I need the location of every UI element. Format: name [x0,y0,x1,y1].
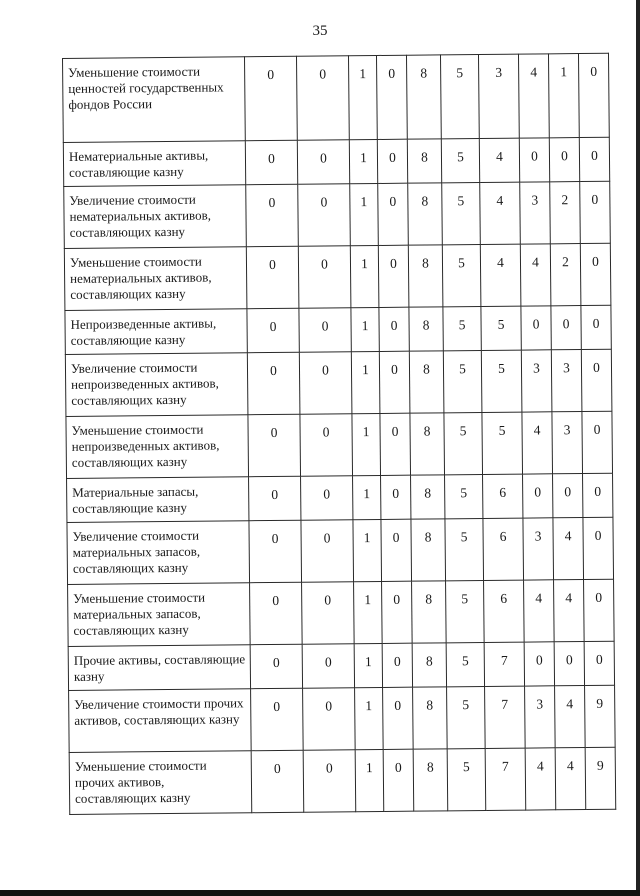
code-digit: 1 [350,245,379,307]
code-digit: 0 [303,688,356,750]
code-digit: 0 [382,643,412,687]
code-digit: 0 [381,519,412,581]
table-row [69,685,616,752]
code-digit: 0 [554,642,584,686]
code-digit: 0 [301,520,354,582]
code-digit: 0 [251,750,304,812]
code-digit: 0 [299,308,351,352]
table-row [64,181,611,248]
table-row [69,747,616,814]
code-digit: 3 [525,686,556,748]
row-label: Уменьшение стоимости нематериальных активов, составляющих казну [64,247,247,311]
code-digit: 8 [408,245,443,307]
code-digit: 1 [548,54,579,138]
code-digit: 8 [409,351,444,413]
code-digit: 0 [300,414,353,476]
code-digit: 0 [298,246,351,308]
code-digit: 3 [551,350,582,412]
code-digit: 0 [521,306,551,350]
code-digit: 0 [583,517,614,579]
code-digit: 0 [580,243,611,305]
code-digit: 2 [550,244,581,306]
code-digit: 5 [442,182,481,244]
code-digit: 0 [249,476,301,520]
code-digit: 0 [247,352,300,414]
code-digit: 8 [408,183,443,245]
code-digit: 8 [412,581,447,643]
code-digit: 4 [522,412,553,474]
code-digit: 9 [585,685,616,747]
code-digit: 0 [383,749,414,811]
table-row [67,517,614,584]
code-digit: 1 [353,519,382,581]
row-label: Увеличение стоимости прочих активов, составляющих казну [69,689,252,753]
code-digit: 0 [379,307,409,351]
code-digit: 4 [480,182,521,244]
code-digit: 5 [442,244,481,306]
code-digit: 9 [585,747,616,809]
code-digit: 8 [412,643,446,687]
code-digit: 7 [484,642,524,686]
row-label: Непроизведенные активы, составляющие казну [65,309,247,355]
code-digit: 5 [446,642,484,686]
row-label: Прочие активы, составляющие казну [68,645,250,691]
code-digit: 1 [351,351,380,413]
code-digit: 0 [248,414,301,476]
code-digit: 0 [581,305,611,349]
code-digit: 1 [354,581,383,643]
code-digit: 0 [383,687,414,749]
row-label: Уменьшение стоимости непроизведенных активов, составляющих казну [66,415,249,479]
code-digit: 0 [303,750,356,812]
code-digit: 0 [382,581,413,643]
code-digit: 0 [298,184,351,246]
code-digit: 6 [484,580,525,642]
code-digit: 0 [578,53,609,137]
code-digit: 0 [381,475,411,519]
code-digit: 5 [446,580,485,642]
code-digit: 5 [447,748,486,810]
table-row [68,641,614,690]
code-digit: 5 [482,412,523,474]
code-digit: 3 [478,54,519,138]
code-digit: 6 [483,518,524,580]
code-digit: 0 [302,582,355,644]
code-digit: 1 [350,183,379,245]
code-digit: 5 [481,350,522,412]
code-digit: 3 [552,412,583,474]
code-digit: 5 [443,306,481,350]
table-row [65,349,612,416]
code-digit: 8 [409,307,443,351]
code-digit: 5 [481,306,521,350]
scan-edge-bottom [0,890,640,896]
code-digit: 0 [244,56,297,140]
table-row [67,473,613,522]
row-label: Увеличение стоимости непроизведенных активов, составляющих казну [65,353,248,417]
code-digit: 0 [377,139,407,183]
code-digit: 7 [485,686,526,748]
code-digit: 0 [251,688,304,750]
code-digit: 0 [250,582,303,644]
code-digit: 0 [551,306,581,350]
code-digit: 0 [580,181,611,243]
code-digit: 4 [518,54,549,138]
code-digit: 1 [353,475,381,519]
table-row [65,305,611,354]
code-digit: 0 [379,351,410,413]
code-digit: 1 [355,687,384,749]
table-row [63,53,610,142]
code-digit: 5 [445,518,484,580]
code-digit: 0 [581,349,612,411]
code-digit: 0 [297,140,349,184]
code-digit: 4 [480,244,521,306]
row-label: Увеличение стоимости нематериальных активов, составляющих казну [64,185,247,249]
code-digit: 3 [523,518,554,580]
code-digit: 1 [349,139,377,183]
page-number: 35 [312,23,328,39]
code-digit: 0 [378,183,409,245]
code-digit: 0 [524,642,554,686]
table-row [63,137,609,186]
code-digit: 4 [553,518,584,580]
code-digit: 2 [550,182,581,244]
code-digit: 0 [549,138,579,182]
code-digit: 0 [249,520,302,582]
code-digit: 0 [553,474,583,518]
code-digit: 5 [443,350,482,412]
code-digit: 4 [555,748,586,810]
code-digit: 0 [246,184,299,246]
code-digit: 4 [554,580,585,642]
code-digit: 5 [444,412,483,474]
table-row [66,411,613,478]
code-digit: 0 [579,137,609,181]
code-digit: 1 [351,307,379,351]
code-digit: 8 [413,749,448,811]
row-label: Уменьшение стоимости ценностей государственных фондов России [63,57,246,143]
row-label: Материальные запасы, составляющие казну [67,477,249,523]
budget-code-table [62,53,616,815]
table-row [64,243,611,310]
code-digit: 8 [411,475,445,519]
code-digit: 0 [582,411,613,473]
code-digit: 8 [407,139,441,183]
row-label: Нематериальные активы, составляющие казну [63,141,245,187]
code-digit: 4 [555,686,586,748]
code-digit: 0 [523,474,553,518]
code-digit: 0 [378,245,409,307]
scan-edge-right [636,0,640,896]
code-digit: 4 [524,580,555,642]
code-digit: 3 [521,350,552,412]
code-digit: 0 [583,473,613,517]
row-label: Увеличение стоимости материальных запасов, составляющих казну [67,521,250,585]
code-digit: 0 [584,579,615,641]
code-digit: 8 [411,519,446,581]
code-digit: 1 [352,413,381,475]
code-digit: 0 [250,644,302,688]
code-digit: 5 [447,686,486,748]
code-digit: 0 [299,352,352,414]
code-digit: 5 [445,474,483,518]
code-digit: 0 [519,138,549,182]
code-digit: 1 [348,55,377,139]
code-digit: 0 [247,308,299,352]
code-digit: 0 [302,644,354,688]
code-digit: 7 [485,748,526,810]
code-digit: 1 [354,643,382,687]
code-digit: 0 [245,140,297,184]
code-digit: 1 [355,749,384,811]
code-digit: 5 [440,55,479,139]
code-digit: 8 [410,413,445,475]
table-row [68,579,615,646]
code-digit: 4 [479,138,519,182]
code-digit: 0 [584,641,614,685]
code-digit: 0 [380,413,411,475]
row-label: Уменьшение стоимости прочих активов, составляющих казну [69,751,252,815]
code-digit: 0 [376,55,407,139]
code-digit: 0 [301,476,353,520]
code-digit: 5 [441,138,479,182]
code-digit: 4 [520,244,551,306]
code-digit: 3 [520,182,551,244]
row-label: Уменьшение стоимости материальных запасов, составляющих казну [68,583,251,647]
code-digit: 0 [246,246,299,308]
code-digit: 0 [296,56,349,140]
code-digit: 8 [406,55,441,139]
code-digit: 6 [483,474,523,518]
code-digit: 4 [525,748,556,810]
code-digit: 8 [413,687,448,749]
